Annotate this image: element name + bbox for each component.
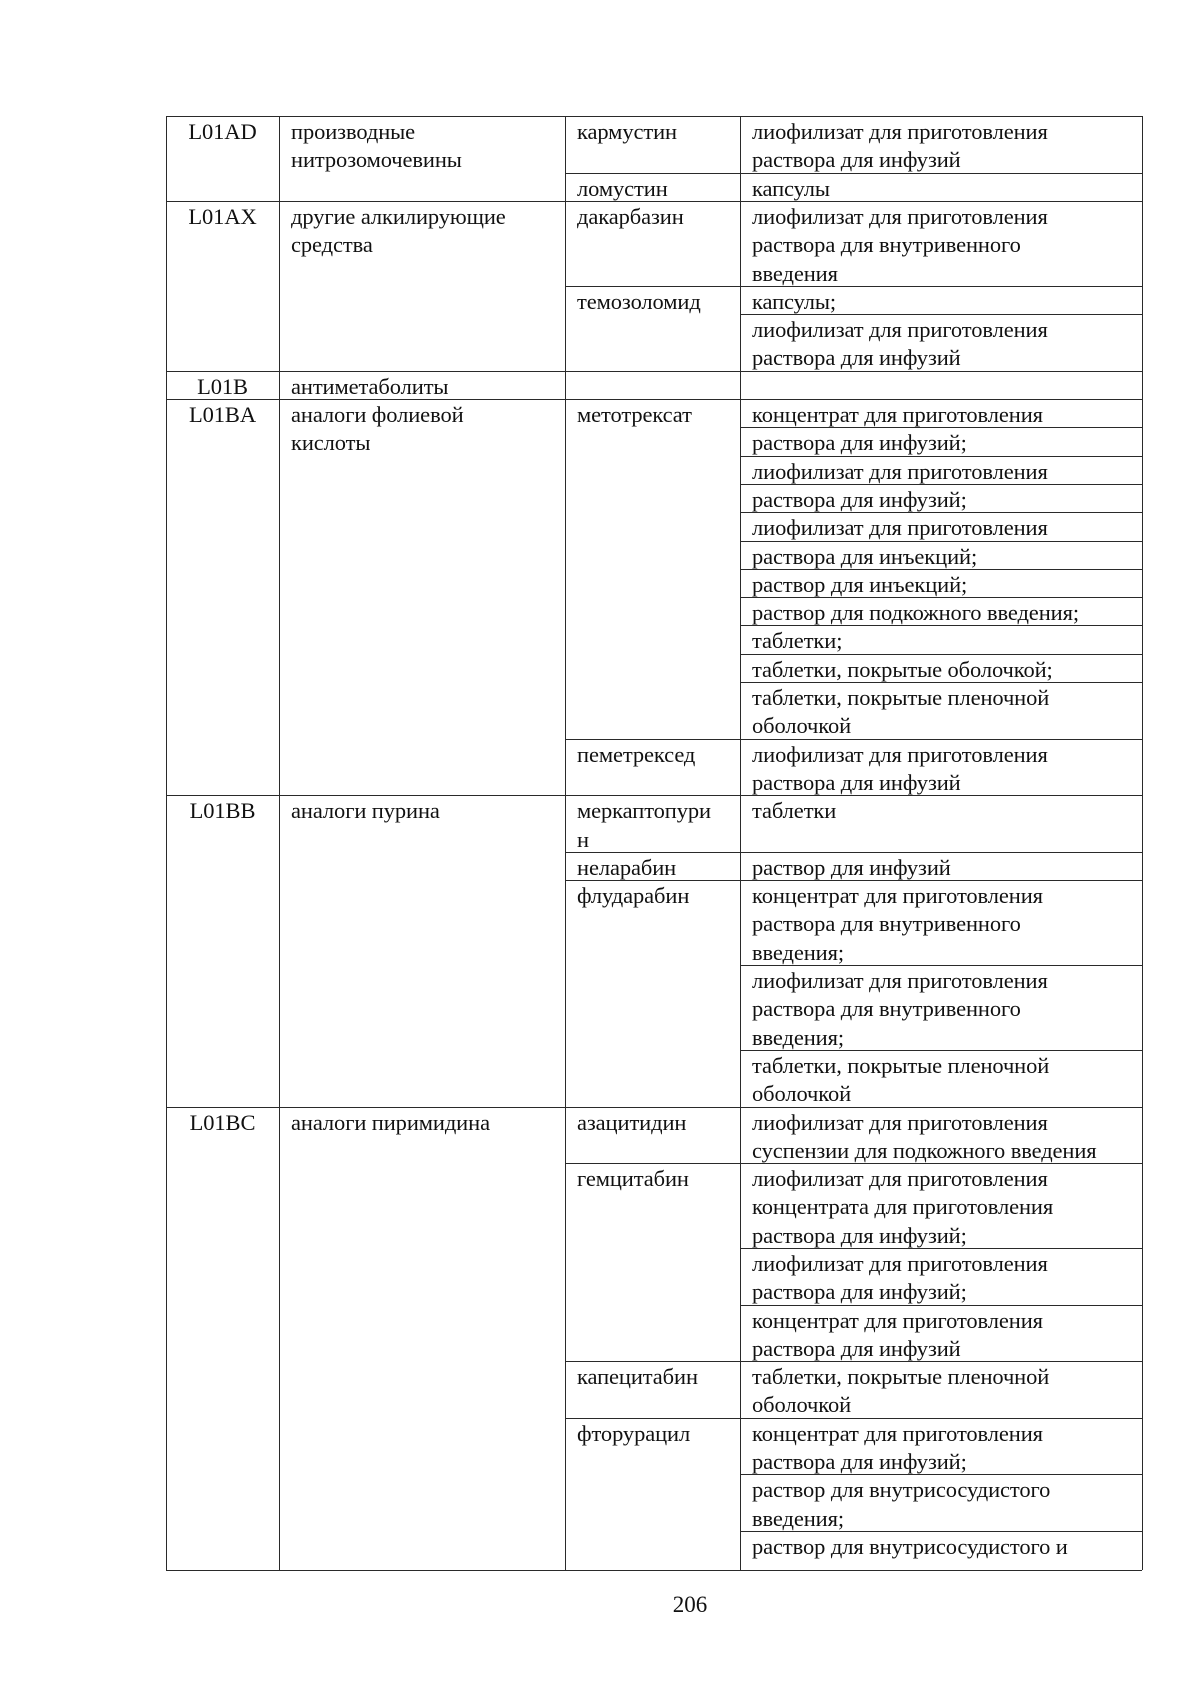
form-separator [740, 965, 1142, 966]
dosage-form-line: концентрата для приготовления [752, 1194, 1054, 1219]
dosage-form-line: раствора для внутривенного [752, 232, 1021, 257]
dosage-form-line: раствора для внутривенного [752, 996, 1021, 1021]
group-name-line: аналоги пурина [291, 798, 440, 823]
dosage-form-line: введения [752, 261, 838, 286]
column-border-3 [740, 116, 741, 1570]
row-separator [166, 795, 1142, 796]
dosage-form-line: введения; [752, 1025, 845, 1050]
dosage-form-line: раствора для инфузий; [752, 430, 967, 455]
form-separator [740, 569, 1142, 570]
dosage-form-line: таблетки, покрытые оболочкой; [752, 657, 1053, 682]
group-name-line: нитрозомочевины [291, 147, 462, 172]
dosage-form-line: раствор для подкожного введения; [752, 600, 1079, 625]
dosage-form-line: раствора для инфузий; [752, 487, 967, 512]
drug-name-line: фторурацил [577, 1421, 691, 1446]
group-name-line: средства [291, 232, 373, 257]
dosage-form-line: капсулы [752, 176, 830, 201]
form-separator [740, 597, 1142, 598]
table-top-border [166, 116, 1142, 117]
dosage-form-line: раствор для внутрисосудистого и [752, 1534, 1068, 1559]
atc-code: L01AX [188, 204, 257, 229]
dosage-form-line: раствор для внутрисосудистого [752, 1477, 1051, 1502]
form-separator [740, 427, 1142, 428]
drug-separator [565, 1163, 1142, 1164]
drug-name-line: меркаптопури [577, 798, 711, 823]
group-name-line: антиметаболиты [291, 374, 449, 399]
dosage-form-line: лиофилизат для приготовления [752, 1166, 1048, 1191]
atc-code: L01BC [189, 1110, 256, 1135]
dosage-form-line: раствор для инфузий [752, 855, 951, 880]
drug-separator [565, 173, 1142, 174]
drug-name-line: неларабин [577, 855, 677, 880]
dosage-form-line: таблетки, покрытые пленочной [752, 1364, 1050, 1389]
form-separator [740, 1050, 1142, 1051]
table-bottom-border [166, 1570, 1142, 1571]
dosage-form-line: оболочкой [752, 1392, 852, 1417]
form-separator [740, 1305, 1142, 1306]
drug-separator [565, 1418, 1142, 1419]
drug-name-line: капецитабин [577, 1364, 698, 1389]
drug-name-line: флударабин [577, 883, 690, 908]
group-name-line: аналоги фолиевой [291, 402, 464, 427]
dosage-form-line: раствора для инфузий [752, 147, 961, 172]
form-separator [740, 314, 1142, 315]
group-name-line: другие алкилирующие [291, 204, 506, 229]
dosage-form-line: лиофилизат для приготовления [752, 1110, 1048, 1135]
drug-name-line: азацитидин [577, 1110, 687, 1135]
form-separator [740, 654, 1142, 655]
dosage-form-line: раствора для инфузий [752, 1336, 961, 1361]
dosage-form-line: лиофилизат для приготовления [752, 1251, 1048, 1276]
dosage-form-line: таблетки, покрытые пленочной [752, 685, 1050, 710]
dosage-form-line: раствора для инфузий; [752, 1449, 967, 1474]
form-separator [740, 541, 1142, 542]
drug-separator [565, 286, 1142, 287]
dosage-form-line: введения; [752, 940, 845, 965]
row-separator [166, 201, 1142, 202]
dosage-form-line: раствора для инфузий [752, 345, 961, 370]
dosage-form-line: лиофилизат для приготовления [752, 119, 1048, 144]
form-separator [740, 512, 1142, 513]
dosage-form-line: таблетки [752, 798, 837, 823]
row-separator [166, 399, 1142, 400]
drug-separator [565, 852, 1142, 853]
dosage-form-line: раствор для инъекций; [752, 572, 968, 597]
row-separator [166, 1107, 1142, 1108]
atc-code: L01BB [189, 798, 256, 823]
dosage-form-line: раствора для инфузий; [752, 1223, 967, 1248]
form-separator [740, 682, 1142, 683]
group-name-line: аналоги пиримидина [291, 1110, 490, 1135]
form-separator [740, 484, 1142, 485]
dosage-form-line: раствора для инфузий; [752, 1279, 967, 1304]
page-number: 206 [672, 1592, 708, 1617]
dosage-form-line: введения; [752, 1506, 845, 1531]
group-name-line: кислоты [291, 430, 371, 455]
dosage-form-line: лиофилизат для приготовления [752, 968, 1048, 993]
drug-name-line: дакарбазин [577, 204, 684, 229]
dosage-form-line: концентрат для приготовления [752, 402, 1043, 427]
form-separator [740, 1248, 1142, 1249]
dosage-form-line: таблетки; [752, 628, 843, 653]
drug-separator [565, 739, 1142, 740]
atc-code: L01AD [188, 119, 257, 144]
dosage-form-line: таблетки, покрытые пленочной [752, 1053, 1050, 1078]
dosage-form-line: раствора для внутривенного [752, 911, 1021, 936]
drug-name-line: пеметрексед [577, 742, 696, 767]
form-separator [740, 1531, 1142, 1532]
column-border-0 [166, 116, 167, 1570]
dosage-form-line: концентрат для приготовления [752, 883, 1043, 908]
dosage-form-line: лиофилизат для приготовления [752, 317, 1048, 342]
group-name-line: производные [291, 119, 416, 144]
drug-name-line: метотрексат [577, 402, 692, 427]
dosage-form-line: лиофилизат для приготовления [752, 204, 1048, 229]
dosage-form-line: раствора для инфузий [752, 770, 961, 795]
dosage-form-line: концентрат для приготовления [752, 1308, 1043, 1333]
dosage-form-line: лиофилизат для приготовления [752, 515, 1048, 540]
column-border-2 [565, 116, 566, 1570]
form-separator [740, 625, 1142, 626]
atc-code: L01BA [188, 402, 256, 427]
dosage-form-line: лиофилизат для приготовления [752, 742, 1048, 767]
dosage-form-line: раствора для инъекций; [752, 544, 978, 569]
dosage-form-line: оболочкой [752, 1081, 852, 1106]
row-separator [166, 371, 1142, 372]
atc-code: L01B [197, 374, 248, 399]
drug-separator [565, 1361, 1142, 1362]
column-border-4 [1142, 116, 1143, 1570]
drug-name-line: темозоломид [577, 289, 701, 314]
drug-name-line: ломустин [577, 176, 668, 201]
dosage-form-line: суспензии для подкожного введения [752, 1138, 1097, 1163]
form-separator [740, 456, 1142, 457]
drug-separator [565, 880, 1142, 881]
dosage-form-line: лиофилизат для приготовления [752, 459, 1048, 484]
drug-name-line: кармустин [577, 119, 677, 144]
form-separator [740, 1474, 1142, 1475]
drug-name-line: гемцитабин [577, 1166, 689, 1191]
dosage-form-line: оболочкой [752, 713, 852, 738]
column-border-1 [279, 116, 280, 1570]
dosage-form-line: капсулы; [752, 289, 837, 314]
drug-name-line: н [577, 827, 589, 852]
dosage-form-line: концентрат для приготовления [752, 1421, 1043, 1446]
